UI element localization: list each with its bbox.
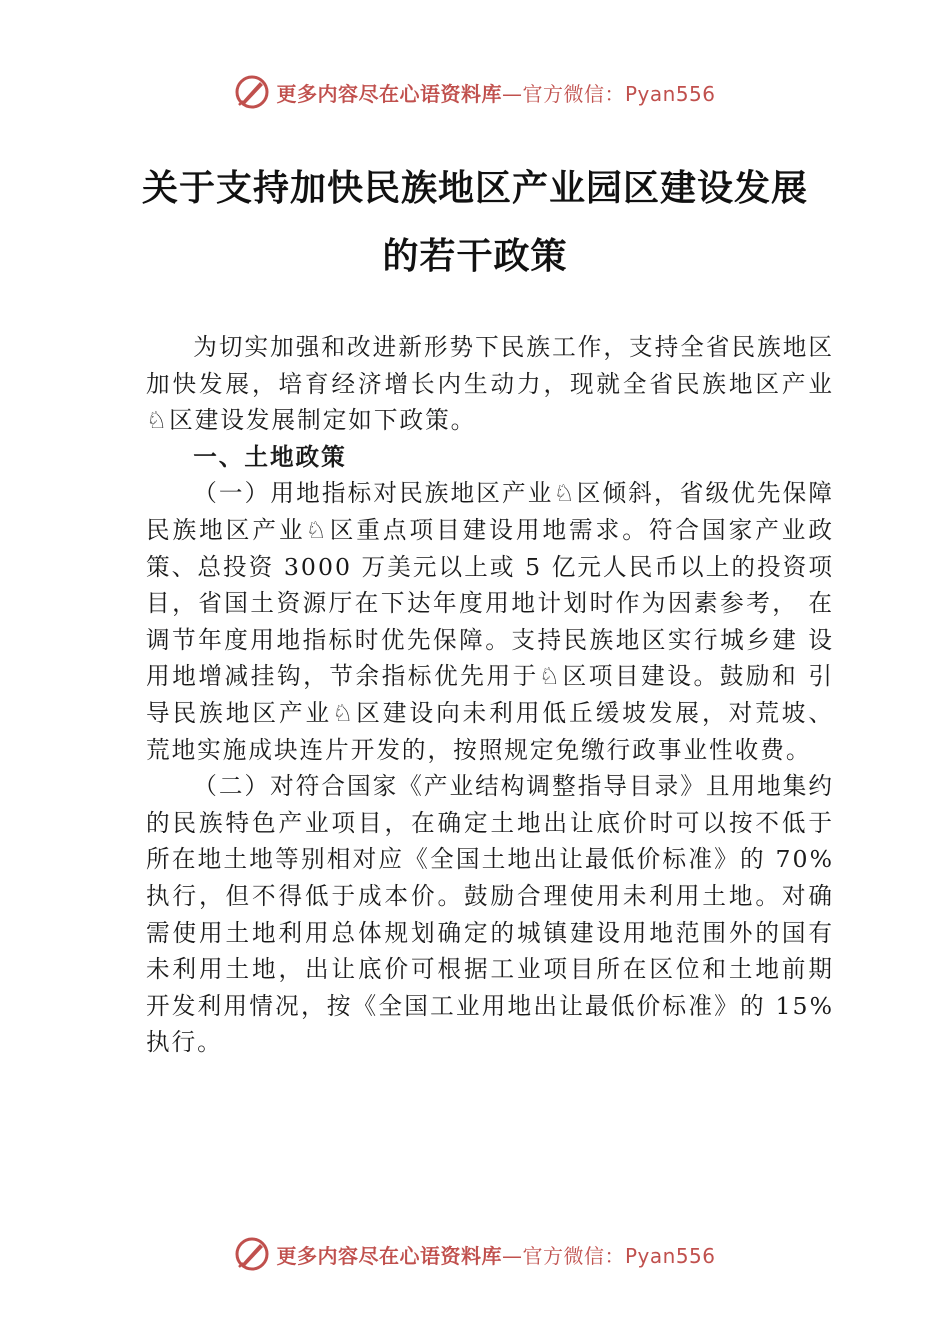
watermark-main: 更多内容尽在心语资料库 [276,81,502,106]
document-title-line-2: 的若干政策 [382,235,568,277]
watermark-wechat-id: Pyan556 [624,81,716,106]
section-heading-land-policy: 一、土地政策 [193,442,347,471]
intro-paragraph: 为切实加强和改进新形势下民族工作，支持全省民族地区加快发展，培育经济增长内生动力，现就全省民族地区产业♘区建设发展制定如下政策。 [146,333,834,435]
watermark-banner-top [0,70,950,114]
quill-pen-circle-icon [234,74,270,110]
document-title-line-1: 关于支持加快民族地区产业园区建设发展 [141,167,808,209]
watermark-separator: — [501,81,523,106]
paragraph-2: （二）对符合国家《产业结构调整指导目录》且用地集约的民族特色产业项目，在确定土地出让底价时可以按不低于所在地土地等别相对应《全国土地出让最低价标准》的 70% 执行，但不得低于成本价。鼓励合理使用未利用土地。对确需使用土地利用总体规划确定的城镇建设用地范围外的国有未利用土地，出让底价可根据工业项目所在区位和土地前期开发利用情况，按《全国工业用地出让最低价标准》的 15% 执行。 [146,772,834,1057]
document-body [146,329,834,1061]
watermark-text [276,78,715,107]
watermark-banner-bottom [0,1232,950,1276]
watermark-wechat-label: 官方微信： [522,1243,625,1268]
paragraph-1: （一）用地指标对民族地区产业♘区倾斜，省级优先保障民族地区产业♘区重点项目建设用地需求。符合国家产业政策、总投资 3000 万美元以上或 5 亿元人民币以上的投资项目，省国土资源厅在下达年度用地计划时作为因素参考， 在调节年度用地指标时优先保障。支持民族地区实行城乡建 设用地增减挂钩，节余指标优先用于♘区项目建设。鼓励和 引导民族地区产业♘区建设向未利用低丘缓坡发展，对荒坡、荒地实施成块连片开发的，按照规定免缴行政事业性收费。 [146,479,834,764]
watermark-wechat-id: Pyan556 [624,1243,716,1268]
watermark-text [276,1240,715,1269]
watermark-main: 更多内容尽在心语资料库 [276,1243,502,1268]
watermark-wechat-label: 官方微信： [522,81,625,106]
quill-pen-circle-icon [234,1236,270,1272]
watermark-separator: — [501,1243,523,1268]
